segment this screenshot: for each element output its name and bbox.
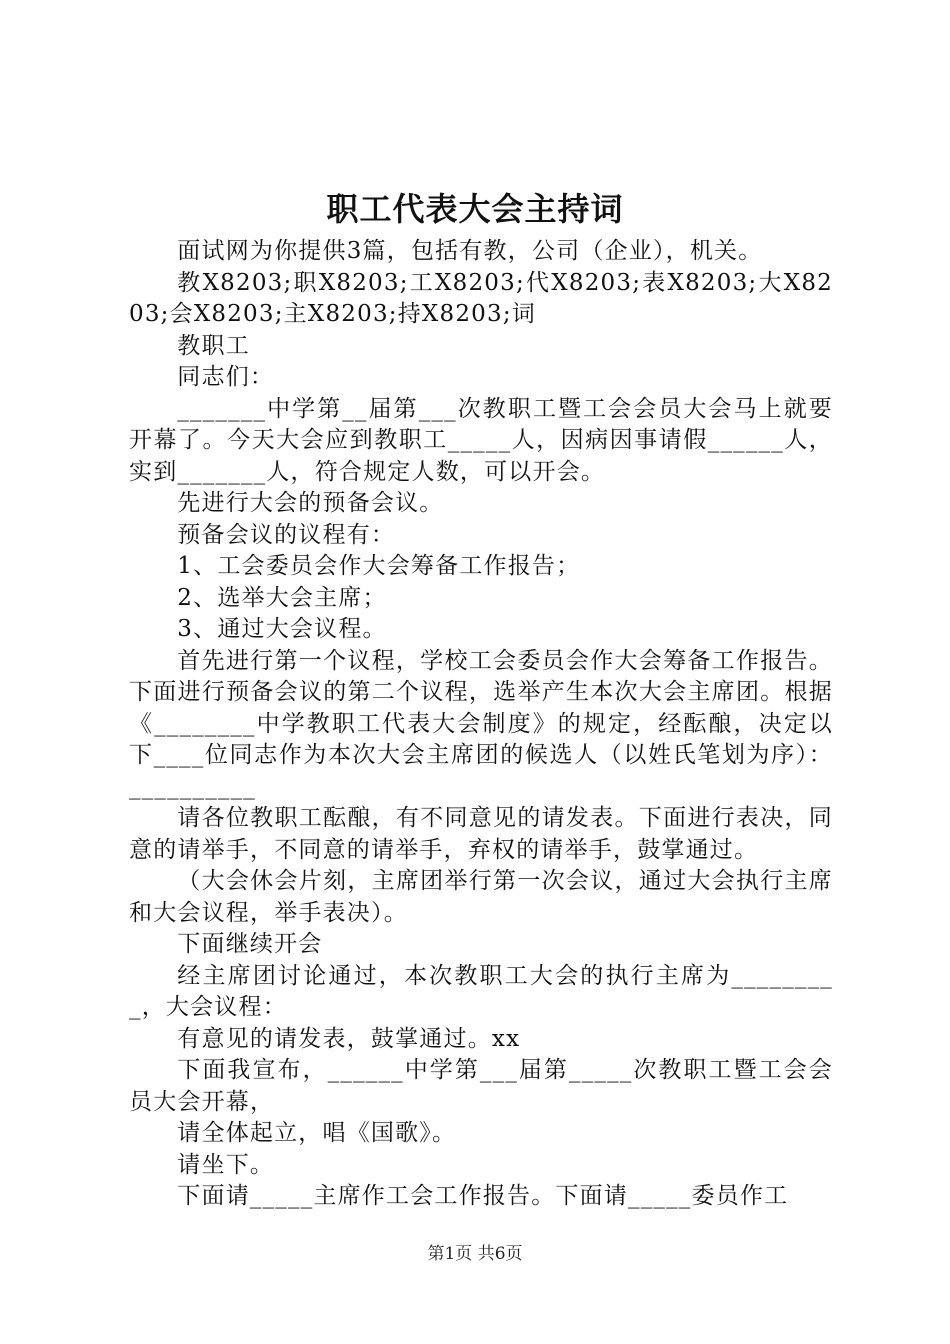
paragraph-agenda-heading: 预备会议的议程有： bbox=[177, 521, 396, 548]
paragraph-reports: 下面请_____主席作工会工作报告。下面请_____委员作工 bbox=[177, 1183, 789, 1209]
paragraph-opening: _______中学第__届第___次教职工暨工会会员大会马上就要开幕了。今天大会应到教职工_____人，因病因事请假______人，实到_______人，符合规定人数，可以开会。 bbox=[129, 395, 833, 485]
paragraph-anthem: 请全体起立，唱《国歌》。 bbox=[177, 1120, 457, 1146]
document-title: 职工代表大会主持词 bbox=[326, 190, 624, 228]
paragraph-intro: 面试网为你提供3篇，包括有教，公司（企业），机关。 bbox=[177, 238, 763, 264]
page-number: 第1页 共6页 bbox=[427, 1244, 523, 1264]
paragraph-greeting: 同志们： bbox=[177, 364, 275, 390]
paragraph-opinions: 有意见的请发表，鼓掌通过。xx bbox=[177, 1025, 521, 1052]
agenda-item-1: 1、工会委员会作大会筹备工作报告； bbox=[177, 553, 581, 579]
paragraph-executive-chair: 经主席团讨论通过，本次教职工大会的执行主席为_________，大会议程： bbox=[129, 962, 833, 1020]
agenda-item-2: 2、选举大会主席； bbox=[177, 584, 387, 611]
paragraph-vote: 请各位教职工酝酿，有不同意见的请发表。下面进行表决，同意的请举手，不同意的请举手，弃权的请举手，鼓掌通过。 bbox=[129, 805, 833, 863]
document-body bbox=[129, 236, 833, 1213]
paragraph-preparatory: 先进行大会的预备会议。 bbox=[177, 490, 444, 516]
paragraph-audience: 教职工 bbox=[177, 332, 250, 359]
paragraph-announcement: 下面我宣布，______中学第___届第_____次教职工暨工会会员大会开幕， bbox=[129, 1057, 833, 1115]
agenda-item-3: 3、通过大会议程。 bbox=[177, 616, 387, 642]
paragraph-sit-down: 请坐下。 bbox=[177, 1151, 275, 1178]
paragraph-first-agenda: 首先进行第一个议程，学校工会委员会作大会筹备工作报告。下面进行预备会议的第二个议程，选举产生本次大会主席团。根据《________中学教职工代表大会制度》的规定，经酝酿，决定以下____位同志作为本次大会主席团的候选人（以姓氏笔划为序）：__________ bbox=[129, 647, 833, 800]
paragraph-continue: 下面继续开会 bbox=[177, 931, 323, 957]
paragraph-keywords: 教X8203;职X8203;工X8203;代X8203;表X8203;大X8203;会X8203;主X8203;持X8203;词 bbox=[129, 269, 833, 327]
paragraph-recess: （大会休会片刻，主席团举行第一次会议，通过大会执行主席和大会议程，举手表决）。 bbox=[129, 868, 833, 926]
